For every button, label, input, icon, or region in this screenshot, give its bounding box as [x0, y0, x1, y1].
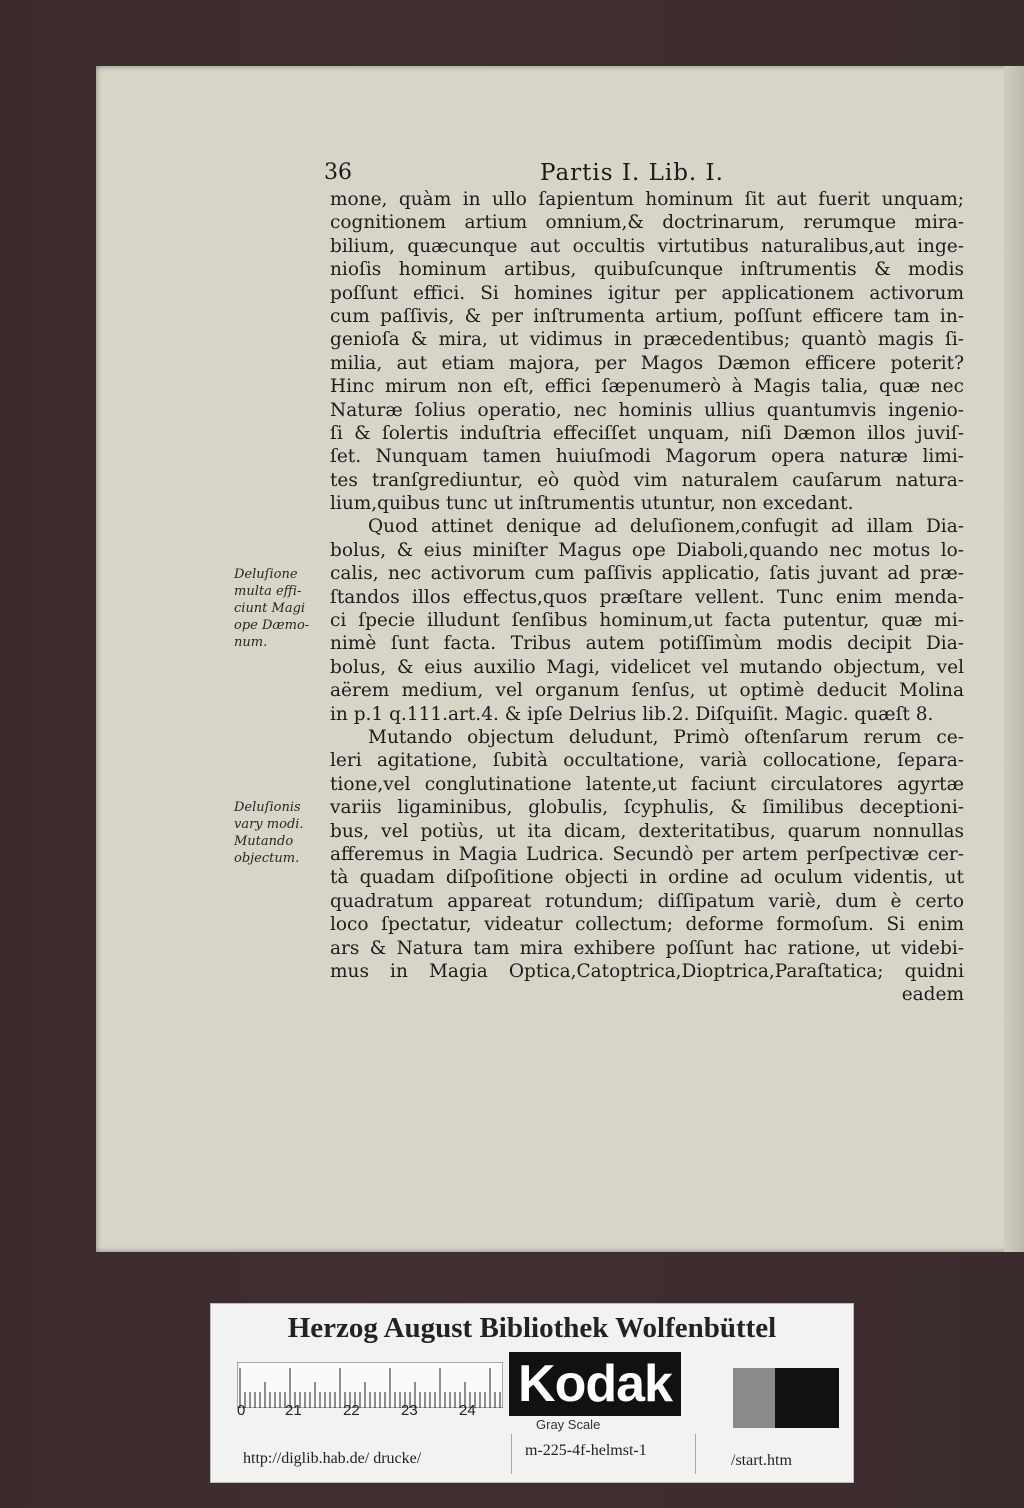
text-line: tà quadam diſpoſitione objecti in ordine ad oculum videntis, ut	[330, 867, 964, 889]
text-line: Quod attinet denique ad deluſionem,confugit ad illam Dia-	[368, 516, 964, 538]
text-line: milia, aut etiam majora, per Magos Dæmon efficere poterit?	[330, 352, 964, 374]
separator	[511, 1434, 512, 1474]
url-right: /start.htm	[731, 1452, 792, 1469]
black-patch	[775, 1368, 839, 1428]
text-line: calis, nec activorum cum paſſivis applicatio, ſatis juvant ad præ-	[330, 563, 964, 585]
gray-scale-label: Gray Scale	[536, 1417, 601, 1432]
text-line: Naturæ ſolius operatio, nec hominis ullius quantumvis ingenio-	[330, 399, 964, 421]
gray-patch	[733, 1368, 775, 1428]
text-line: loco ſpectatur, videatur collectum; deforme formoſum. Si enim	[330, 914, 964, 936]
ruler-number: 24	[459, 1402, 476, 1419]
text-line: bolus, & eius miniſter Magus ope Diaboli,quando nec motus lo-	[330, 539, 964, 561]
margin-note-2: Deluſionis vary modi. Mutando objectum.	[234, 800, 304, 866]
text-line: ſtandos illos effectus,quos præſtare vellent. Tunc enim menda-	[330, 586, 964, 608]
url-left: http://diglib.hab.de/ drucke/	[243, 1450, 422, 1467]
text-line: nimè ſunt facta. Tribus autem potiſſimùm modis decipit Dia-	[330, 633, 964, 655]
shelfmark: m-225-4f-helmst-1	[525, 1442, 647, 1459]
text-line: afferemus in Magia Ludrica. Secundò per artem perſpectivæ cer-	[330, 843, 964, 865]
text-line: nioſis hominum artibus, quibuſcunque inſtrumentis & modis	[330, 259, 964, 281]
text-line: aërem medium, vel organum ſenſus, ut optimè deducit Molina	[330, 680, 964, 702]
separator	[695, 1434, 696, 1474]
ruler-number: 23	[401, 1402, 418, 1419]
ruler-number: 21	[285, 1402, 302, 1419]
ruler-number: 22	[343, 1402, 360, 1419]
ruler-number: 0	[237, 1402, 246, 1419]
margin-note-1: Deluſione multa effi- ciunt Magi ope Dæmo- num.	[234, 567, 310, 650]
text-line: Mutando objectum deludunt, Primò oſtenſarum rerum ce-	[368, 726, 964, 748]
text-line: bolus, & eius auxilio Magi, videlicet vel mutando objectum, vel	[330, 656, 964, 678]
text-line: leri agitatione, ſubità occultatione, varià collocatione, ſepara-	[330, 750, 964, 772]
text-line: Hinc mirum non eſt, effici ſæpenumerò à Magis talia, quæ nec	[330, 376, 964, 398]
text-line: bilium, quæcunque aut occultis virtutibus naturalibus,aut inge-	[330, 235, 964, 257]
text-line: tes tranſgrediuntur, eò quòd vim naturalem cauſarum natura-	[330, 469, 964, 491]
color-target-card	[210, 1303, 854, 1483]
text-line: tione,vel conglutinatione latente,ut faciunt circulatores agyrtæ	[330, 773, 964, 795]
text-line: cognitionem artium omnium,& doctrinarum, rerumque mira-	[330, 212, 964, 234]
text-line: ci ſpecie illudunt ſenſibus hominum,ut facta putentur, quæ mi-	[330, 610, 964, 632]
text-line: mone, quàm in ullo ſapientum hominum ſit aut fuerit unquam;	[330, 189, 964, 210]
body-text	[330, 188, 964, 1007]
text-line: ſi & ſolertis induſtria effeciſſet unquam, niſi Dæmon illos juviſ-	[330, 422, 964, 444]
library-name: Herzog August Bibliothek Wolfenbüttel	[287, 1312, 777, 1344]
text-line: variis ligaminibus, globulis, ſcyphulis, & ſimilibus deceptioni-	[330, 797, 964, 819]
text-line: ars & Natura tam mira exhibere poſſunt hac ratione, ut videbi-	[330, 937, 964, 959]
text-line: cum paſſivis, & per inſtrumenta artium, poſſunt efficere tam in-	[330, 305, 964, 327]
running-title: Partis I. Lib. I.	[540, 160, 724, 186]
page-number: 36	[324, 160, 352, 185]
text-line: bus, vel potiùs, ut ita dicam, dexteritatibus, quarum nonnullas	[330, 820, 964, 842]
text-line: mus in Magia Optica,Catoptrica,Dioptrica,Paraſtatica; quidni	[330, 960, 964, 982]
page-edge	[1004, 66, 1024, 1252]
text-line: in p.1 q.111.art.4. & ipſe Delrius lib.2. Diſquiſit. Magic. quæſt 8.	[330, 703, 934, 725]
text-line: ſet. Nunquam tamen huiuſmodi Magorum opera naturæ limi-	[330, 446, 964, 468]
text-line: quadratum appareat rotundum; diſſipatum variè, dum è certo	[330, 890, 964, 912]
text-line: poſſunt effici. Si homines igitur per applicationem activorum	[330, 282, 964, 304]
kodak-logo: Kodak	[509, 1352, 681, 1416]
text-line: eadem	[901, 984, 964, 1006]
text-line: lium,quibus tunc ut inſtrumentis utuntur, non excedant.	[330, 493, 854, 515]
text-line: genioſa & mira, ut vidimus in præcedentibus; quantò magis ſi-	[330, 329, 964, 351]
